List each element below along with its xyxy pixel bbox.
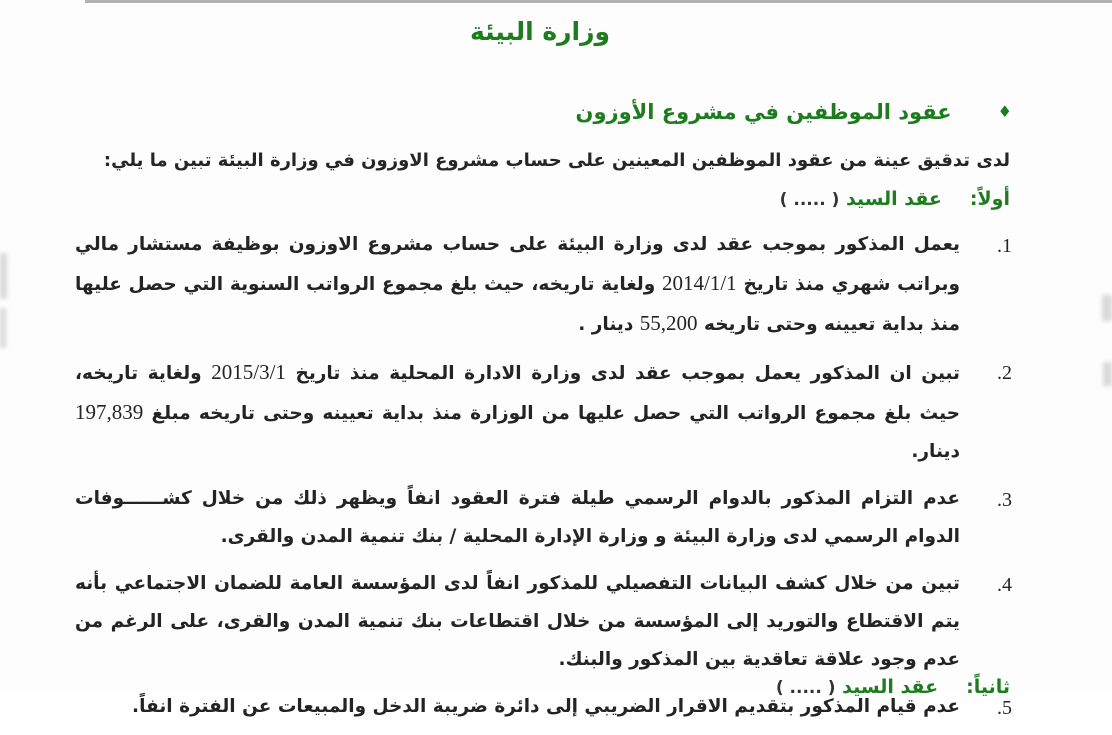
text-segment: تبين من خلال كشف البيانات التفصيلي للمذكور انفاً لدى المؤسسة العامة للضمان الاجتماعي بأنه يتم الاقتطاع والتوريد إلى المؤسسة من خلال اقتطاعات بنك تنمية المدن والقرى، على الرغم من عدم وجود علاقة تعاقدية بين المذكور والبنك.	[75, 573, 960, 670]
page-top-edge-line	[85, 0, 1112, 3]
finding-text	[75, 234, 960, 335]
finding-item	[75, 480, 1012, 556]
diamond-bullet-icon: ♦	[997, 102, 1012, 121]
finding-number: .1	[997, 235, 1012, 257]
text-segment: عقد السيد	[835, 676, 939, 698]
text-segment: دينار.	[911, 441, 960, 462]
second-clause-row	[776, 676, 1010, 698]
ozone-section-heading: عقود الموظفين في مشروع الأوزون	[575, 100, 952, 124]
finding-text	[75, 488, 960, 547]
finding-number: .3	[997, 489, 1012, 511]
finding-text	[132, 696, 960, 717]
scan-artifact	[0, 308, 6, 348]
scan-artifact	[1103, 362, 1112, 386]
finding-item	[75, 565, 1012, 679]
text-segment: عقد السيد	[839, 188, 942, 210]
finding-text	[75, 573, 960, 670]
text-segment: دينار .	[578, 314, 640, 335]
text-segment: ولغاية تاريخه، حيث بلغ مجموع الرواتب التي حصل عليها من الوزارة منذ بداية تعيينه وحتى تاريخه مبلغ	[75, 363, 960, 424]
intro-paragraph: لدى تدقيق عينة من عقود الموظفين المعينين على حساب مشروع الاوزون في وزارة البيئة تبين ما يلي:	[103, 150, 1010, 171]
second-clause-label: ثانياً:	[966, 676, 1010, 698]
text-segment: ( ..... )	[775, 678, 836, 698]
text-segment: ولغاية تاريخه، حيث بلغ مجموع الرواتب السنوية التي حصل عليها منذ بداية تعيينه وحتى تاريخه	[75, 274, 960, 335]
text-segment: يعمل المذكور بموجب عقد لدى وزارة البيئة على حساب مشروع الاوزون بوظيفة مستشار مالي وبراتب شهري منذ تاريخ	[75, 234, 960, 295]
text-segment: 55,200	[639, 311, 698, 335]
text-segment: ( ..... )	[779, 190, 840, 210]
first-clause-label: أولاً:	[969, 188, 1010, 210]
first-clause-title	[780, 188, 942, 210]
scan-artifact	[0, 253, 7, 299]
first-clause-row	[780, 188, 1010, 210]
ozone-section-heading-row	[576, 100, 1012, 124]
finding-item	[75, 353, 1012, 471]
finding-number: .5	[997, 697, 1012, 719]
finding-number: .2	[997, 362, 1012, 384]
finding-text	[75, 360, 960, 462]
text-segment: تبين ان المذكور يعمل بموجب عقد لدى وزارة الادارة المحلية منذ تاريخ	[285, 363, 960, 384]
scan-artifact	[1102, 295, 1112, 321]
text-segment: عدم قيام المذكور بتقديم الاقرار الضريبي إلى دائرة ضريبة الدخل والمبيعات عن الفترة انفاً.	[132, 696, 960, 717]
text-segment: 2014/1/1	[662, 271, 737, 295]
text-segment: 2015/3/1	[211, 360, 286, 384]
text-segment: 197,839	[75, 400, 144, 424]
page-title: وزارة البيئة	[469, 17, 611, 46]
second-clause-title	[776, 676, 938, 698]
text-segment: عدم التزام المذكور بالدوام الرسمي طيلة فترة العقود انفاً ويظهر ذلك من خلال كشــــــوفات الدوام الرسمي لدى وزارة البيئة و وزارة الإدارة المحلية / بنك تنمية المدن والقرى.	[75, 488, 960, 547]
finding-number: .4	[997, 574, 1012, 596]
finding-item	[75, 226, 1012, 344]
